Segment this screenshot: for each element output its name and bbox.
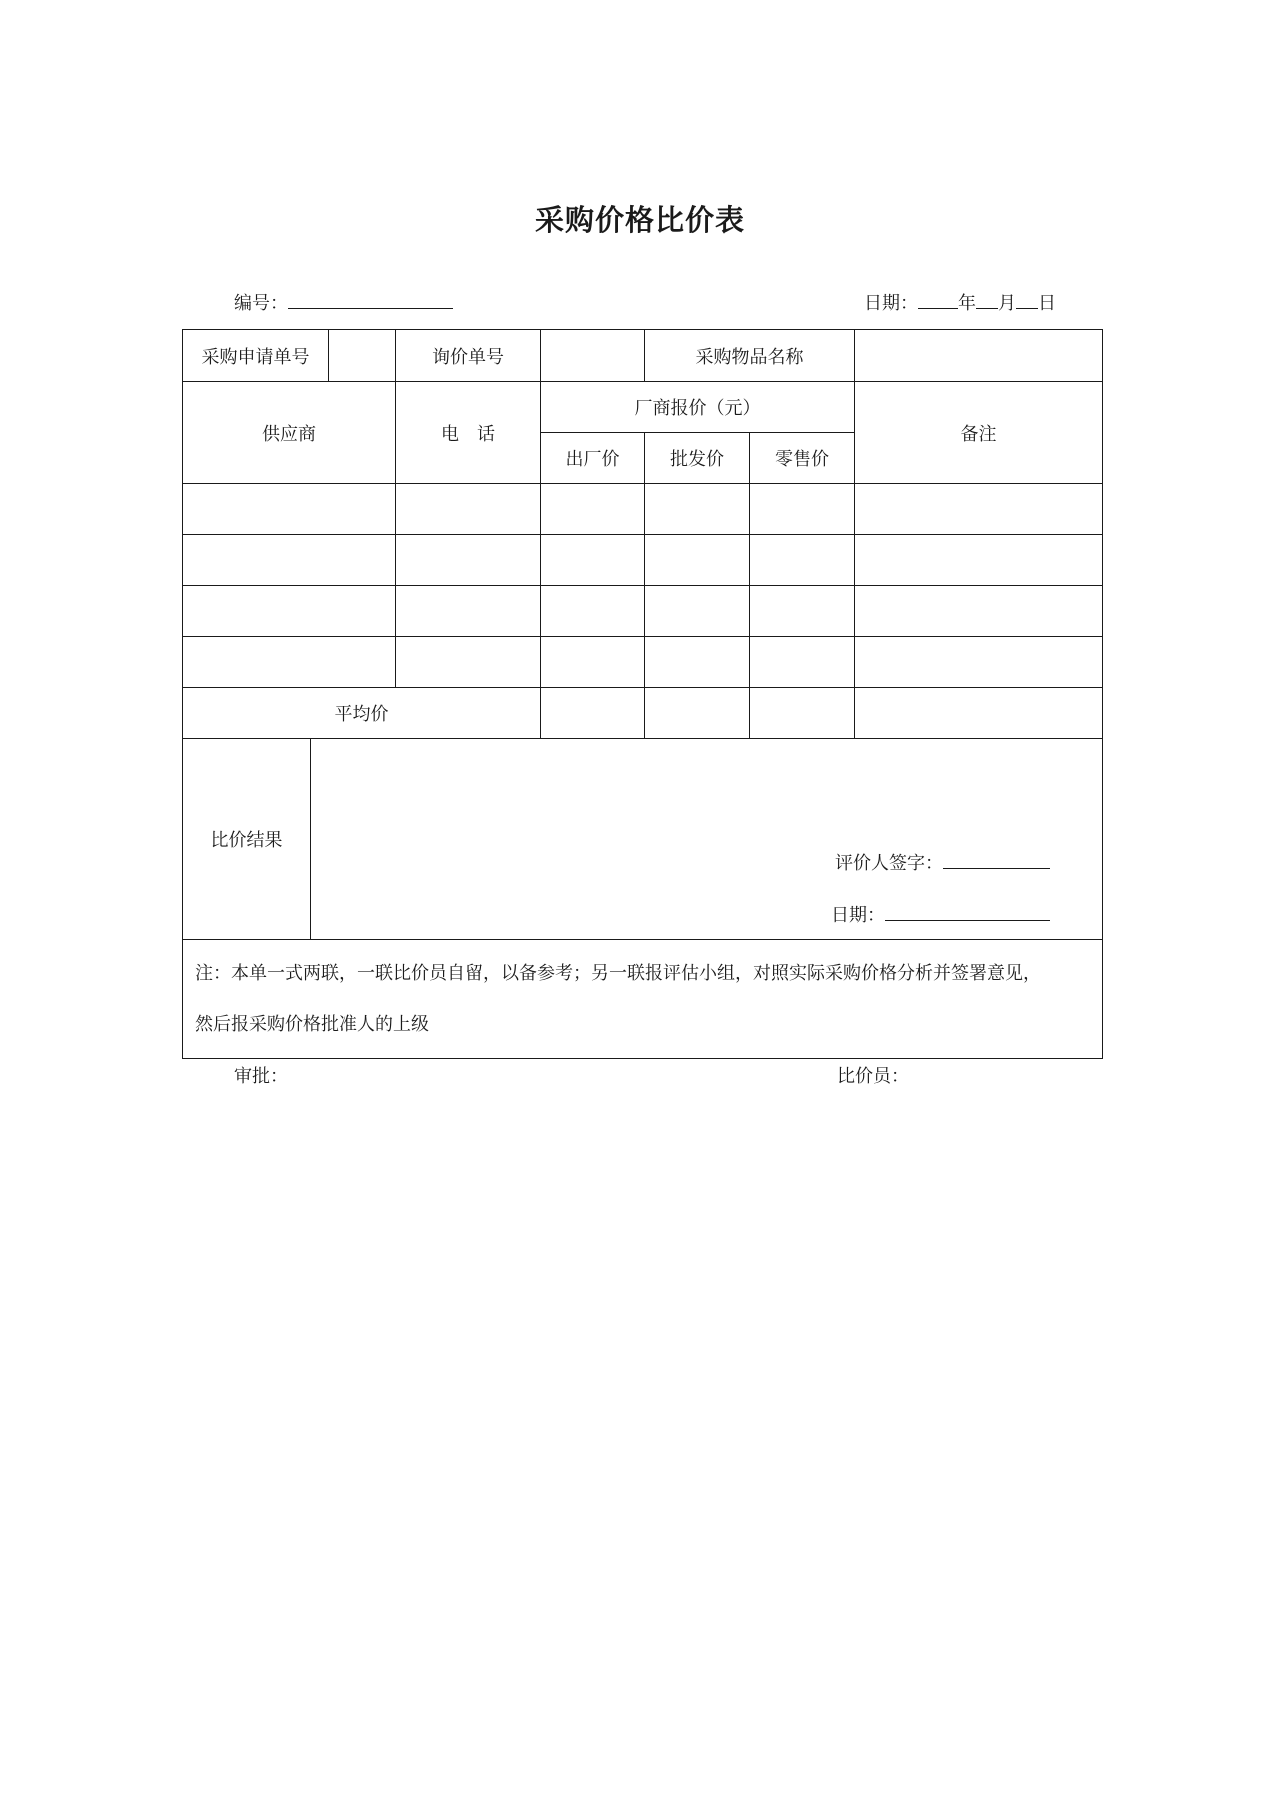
note-cell xyxy=(183,940,1103,1059)
retail-cell[interactable] xyxy=(750,535,855,586)
table-row xyxy=(183,535,1103,586)
supplier-cell[interactable] xyxy=(183,637,396,688)
result-date-blank[interactable] xyxy=(885,902,1050,921)
ex-factory-cell[interactable] xyxy=(541,637,645,688)
result-date xyxy=(831,901,1050,927)
phone-header: 电 话 xyxy=(396,382,541,484)
table-row xyxy=(183,382,1103,433)
date-label: 日期： xyxy=(864,293,918,314)
retail-cell[interactable] xyxy=(750,586,855,637)
average-label: 平均价 xyxy=(183,688,541,739)
supplier-cell[interactable] xyxy=(183,535,396,586)
number-label: 编号： xyxy=(234,293,288,314)
month-label: 月 xyxy=(998,293,1016,314)
table-row xyxy=(183,688,1103,739)
day-label: 日 xyxy=(1038,293,1056,314)
retail-cell[interactable] xyxy=(750,484,855,535)
wholesale-cell[interactable] xyxy=(645,484,750,535)
retail-cell[interactable] xyxy=(750,637,855,688)
phone-cell[interactable] xyxy=(396,586,541,637)
evaluator-blank[interactable] xyxy=(943,850,1050,869)
evaluator-signature xyxy=(835,849,1050,875)
wholesale-cell[interactable] xyxy=(645,637,750,688)
inquiry-no-cell[interactable] xyxy=(541,330,645,382)
ex-factory-cell[interactable] xyxy=(541,484,645,535)
average-remarks-cell[interactable] xyxy=(855,688,1103,739)
inquiry-no-label: 询价单号 xyxy=(396,330,541,382)
table-row xyxy=(183,739,1103,940)
supplier-header: 供应商 xyxy=(183,382,396,484)
remarks-cell[interactable] xyxy=(855,535,1103,586)
note-line-1: 注：本单一式两联，一联比价员自留，以备参考；另一联报评估小组，对照实际采购价格分析并签署意见， xyxy=(195,963,1041,984)
page-title: 采购价格比价表 xyxy=(534,203,745,237)
average-wholesale-cell[interactable] xyxy=(645,688,750,739)
result-cell[interactable] xyxy=(311,739,1103,940)
wholesale-cell[interactable] xyxy=(645,586,750,637)
evaluator-label: 评价人签字： xyxy=(835,853,943,874)
table-row xyxy=(183,940,1103,1059)
request-no-cell[interactable] xyxy=(329,330,395,381)
item-name-cell[interactable] xyxy=(855,330,1103,382)
request-no-label: 采购申请单号 xyxy=(183,330,329,381)
result-label: 比价结果 xyxy=(183,739,311,940)
table-row xyxy=(183,586,1103,637)
remarks-cell[interactable] xyxy=(855,484,1103,535)
month-blank[interactable] xyxy=(976,290,998,309)
phone-cell[interactable] xyxy=(396,637,541,688)
year-label: 年 xyxy=(958,293,976,314)
price-comparison-table xyxy=(182,329,1103,1059)
year-blank[interactable] xyxy=(918,290,958,309)
table-row xyxy=(183,637,1103,688)
phone-cell[interactable] xyxy=(396,535,541,586)
number-field xyxy=(234,290,453,317)
remarks-cell[interactable] xyxy=(855,637,1103,688)
average-retail-cell[interactable] xyxy=(750,688,855,739)
table-row xyxy=(183,484,1103,535)
supplier-cell[interactable] xyxy=(183,484,396,535)
average-ex-factory-cell[interactable] xyxy=(541,688,645,739)
phone-cell[interactable] xyxy=(396,484,541,535)
retail-header: 零售价 xyxy=(750,433,855,484)
table-row xyxy=(183,330,1103,382)
item-name-label: 采购物品名称 xyxy=(645,330,855,382)
ex-factory-cell[interactable] xyxy=(541,586,645,637)
quote-group-header: 厂商报价（元） xyxy=(541,382,855,433)
ex-factory-cell[interactable] xyxy=(541,535,645,586)
result-date-label: 日期： xyxy=(831,905,885,926)
comparer-field: 比价员： xyxy=(837,1066,909,1087)
wholesale-header: 批发价 xyxy=(645,433,750,484)
supplier-cell[interactable] xyxy=(183,586,396,637)
day-blank[interactable] xyxy=(1016,290,1038,309)
note-line-2: 然后报采购价格批准人的上级 xyxy=(195,1014,429,1035)
remarks-header: 备注 xyxy=(855,382,1103,484)
date-field xyxy=(864,290,1056,317)
wholesale-cell[interactable] xyxy=(645,535,750,586)
remarks-cell[interactable] xyxy=(855,586,1103,637)
approval-field: 审批： xyxy=(234,1066,288,1087)
ex-factory-header: 出厂价 xyxy=(541,433,645,484)
number-blank[interactable] xyxy=(288,290,453,309)
